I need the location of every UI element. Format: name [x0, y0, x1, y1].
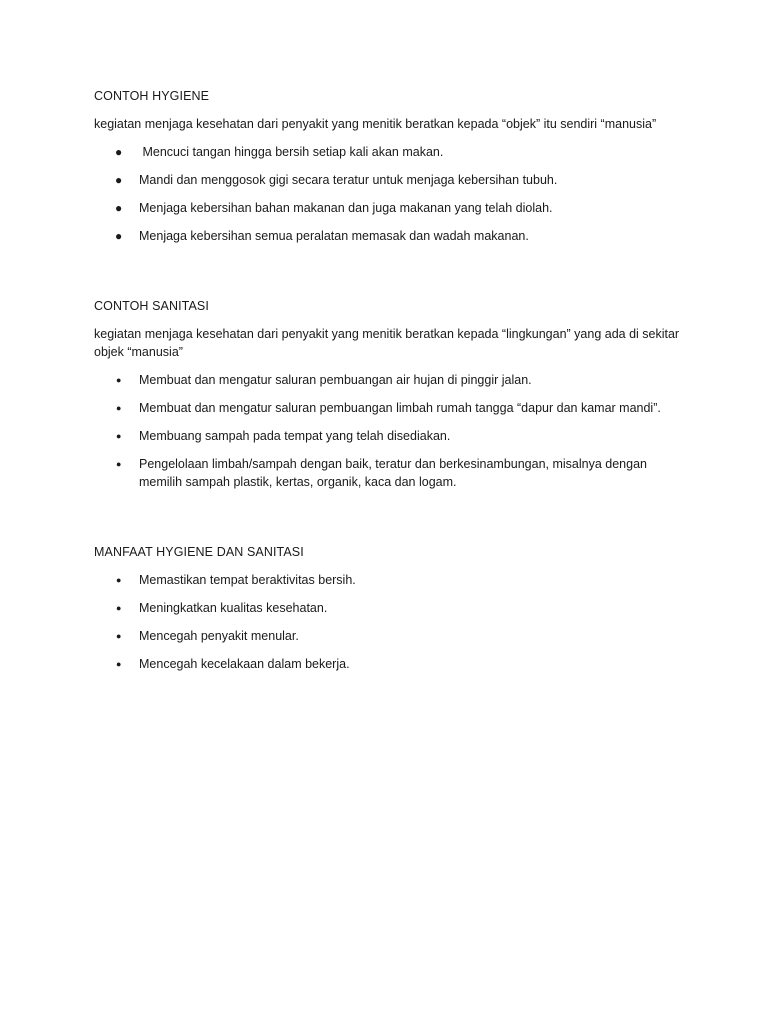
bullet-icon: ●: [116, 575, 122, 585]
list-item: [94, 199, 684, 217]
bullet-icon: ●: [116, 603, 122, 613]
sanitasi-description: kegiatan menjaga kesehatan dari penyakit yang menitik beratkan kepada “lingkungan” yang ada di sekitar objek “manusia”: [94, 327, 680, 359]
sanitasi-list: [94, 371, 684, 491]
bullet-icon: ●: [116, 631, 122, 641]
sanitasi-heading: CONTOH SANITASI: [94, 299, 209, 313]
manfaat-section: [94, 543, 684, 683]
hygiene-list: [94, 143, 684, 245]
list-item: [94, 655, 684, 673]
list-item: [94, 455, 684, 491]
hygiene-heading: CONTOH HYGIENE: [94, 89, 210, 103]
manfaat-heading: MANFAAT HYGIENE DAN SANITASI: [94, 545, 304, 559]
manfaat-list: [94, 571, 684, 673]
sanitasi-section: [94, 297, 684, 501]
list-item-text: Mencegah kecelakaan dalam bekerja.: [139, 657, 350, 671]
list-item-text: Menjaga kebersihan semua peralatan memasak dan wadah makanan.: [139, 229, 529, 243]
bullet-icon: ●: [115, 229, 123, 243]
bullet-icon: ●: [115, 201, 123, 215]
bullet-icon: ●: [115, 173, 123, 187]
list-item-text: Membuat dan mengatur saluran pembuangan limbah rumah tangga “dapur dan kamar mandi”.: [139, 401, 661, 415]
list-item-text: Memastikan tempat beraktivitas bersih.: [139, 573, 356, 587]
bullet-icon: ●: [116, 459, 122, 469]
list-item: [94, 599, 684, 617]
list-item: [94, 171, 684, 189]
list-item: [94, 399, 684, 417]
bullet-icon: ●: [115, 145, 123, 159]
bullet-icon: ●: [116, 403, 122, 413]
bullet-icon: ●: [116, 375, 122, 385]
list-item-text: Mencuci tangan hingga bersih setiap kali akan makan.: [139, 145, 444, 159]
list-item: [94, 627, 684, 645]
list-item-text: Pengelolaan limbah/sampah dengan baik, teratur dan berkesinambungan, misalnya dengan memilih sampah plastik, kertas, organik, kaca dan logam.: [139, 457, 647, 489]
list-item-text: Menjaga kebersihan bahan makanan dan juga makanan yang telah diolah.: [139, 201, 553, 215]
bullet-icon: ●: [116, 431, 122, 441]
list-item: [94, 143, 684, 161]
list-item: [94, 227, 684, 245]
hygiene-description: kegiatan menjaga kesehatan dari penyakit yang menitik beratkan kepada “objek” itu sendiri “manusia”: [94, 117, 657, 131]
list-item: [94, 371, 684, 389]
list-item-text: Membuang sampah pada tempat yang telah disediakan.: [139, 429, 451, 443]
list-item: [94, 427, 684, 445]
list-item: [94, 571, 684, 589]
hygiene-section: [94, 87, 684, 255]
list-item-text: Mandi dan menggosok gigi secara teratur untuk menjaga kebersihan tubuh.: [139, 173, 558, 187]
list-item-text: Membuat dan mengatur saluran pembuangan air hujan di pinggir jalan.: [139, 373, 532, 387]
list-item-text: Meningkatkan kualitas kesehatan.: [139, 601, 328, 615]
bullet-icon: ●: [116, 659, 122, 669]
list-item-text: Mencegah penyakit menular.: [139, 629, 299, 643]
